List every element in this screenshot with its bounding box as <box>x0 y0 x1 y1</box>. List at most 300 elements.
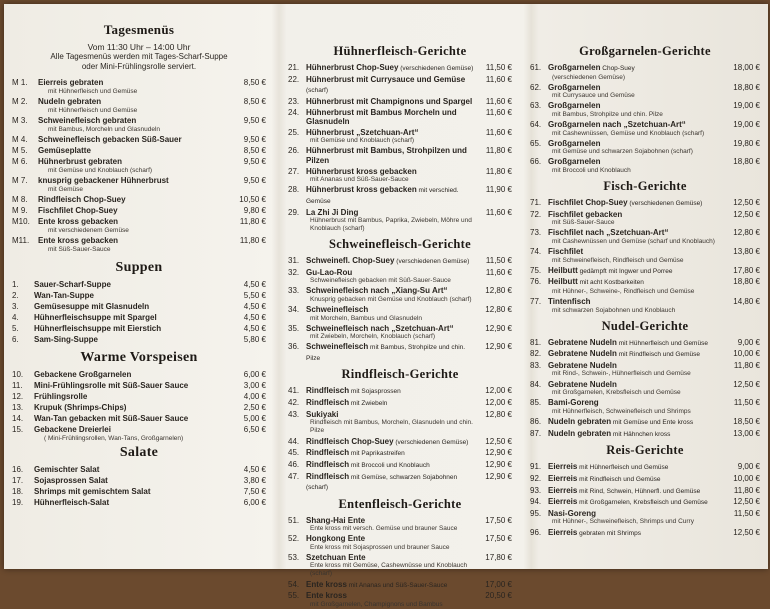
item-description: Ente kross mit Sojasprossen und brauner Sauce <box>310 543 450 551</box>
item-number: 92. <box>530 473 542 483</box>
item-extra: mit Hühnerfleisch und Gemüse <box>577 464 669 472</box>
item-body <box>306 553 478 579</box>
item-number: 41. <box>288 386 300 396</box>
item-number: 47. <box>288 471 300 481</box>
item-description: mit Süß-Sauer-Sauce <box>48 245 111 253</box>
menu-item <box>530 398 760 416</box>
item-body <box>38 135 226 145</box>
item-name: Gemüsesuppe mit Glasnudeln <box>34 301 150 311</box>
menu-item <box>288 437 512 448</box>
item-name: Sauer-Scharf-Suppe <box>34 279 111 289</box>
item-name: Eierreis <box>548 527 578 537</box>
menu-item <box>12 313 266 323</box>
item-price: 6,00 € <box>243 370 266 379</box>
item-name: Rindfleisch <box>306 459 350 469</box>
item-description: ( Mini-Frühlingsrollen, Wan-Tans, Großgarnelen) <box>44 434 184 442</box>
item-name: Nasi-Goreng <box>548 508 597 518</box>
menu-item <box>12 135 266 145</box>
item-number: 44. <box>288 436 300 446</box>
item-body <box>306 437 478 448</box>
item-price: 12,90 € <box>485 342 512 352</box>
item-description: mit verschiedenem Gemüse <box>48 226 129 234</box>
item-number: 81. <box>530 337 542 347</box>
item-price: 8,50 € <box>243 78 266 87</box>
item-price: 11,60 € <box>485 127 512 137</box>
item-description: mit Schweinefleisch, Rindfleisch und Gemüse <box>552 256 684 264</box>
item-body <box>306 97 478 107</box>
menu-item <box>12 476 266 486</box>
section-title-tagesmenus: Tagesmenüs <box>103 22 175 37</box>
item-name: Schweinefleisch <box>306 342 369 352</box>
item-number: 24. <box>288 107 300 117</box>
menu-item <box>530 63 760 82</box>
menu-item <box>12 487 266 497</box>
item-price: 12,50 € <box>733 527 760 537</box>
menu-item <box>288 75 512 96</box>
item-number: 43. <box>288 409 300 419</box>
item-price: 18,80 € <box>733 277 760 287</box>
item-extra: mit Hühnerfleisch und Gemüse <box>616 339 708 347</box>
item-price: 11,80 € <box>485 146 512 156</box>
item-description: mit Großgarnelen, Champignons und Bambus <box>310 600 443 608</box>
item-price: 8,50 € <box>243 146 266 155</box>
item-extra: mit Hähnchen kross <box>611 430 671 438</box>
menu-item <box>530 210 760 228</box>
item-extra: (verschiedenen Gemüse) <box>394 258 470 265</box>
menu-item <box>288 410 512 436</box>
item-description: Ente kross mit Gemüse, Cashewnüsse und Knoblauch (scharf) <box>310 562 468 578</box>
item-name: Schweinefleisch nach „Szetchuan-Art“ <box>306 323 454 333</box>
item-name: Sojasprossen Salat <box>34 475 108 485</box>
item-price: 9,50 € <box>243 176 266 185</box>
item-name: Mini-Frühlingsrolle mit Süß-Sauer Sauce <box>34 381 189 390</box>
item-description: mit Hühnerfleisch und Gemüse <box>48 106 138 114</box>
menu-item <box>288 516 512 534</box>
menu-sheet <box>4 4 768 608</box>
item-name: Hühnerbrust kross gebacken <box>306 166 417 176</box>
item-body <box>34 291 232 301</box>
item-extra: mit Paprikastreifen <box>349 450 405 458</box>
item-price: 9,80 € <box>243 206 266 215</box>
item-price: 11,60 € <box>485 267 512 277</box>
item-number: 72. <box>530 209 542 219</box>
item-description: mit Hühner-, Schweine-, Rindfleisch und Gemüse <box>552 287 695 295</box>
item-name: Shang-Hai Ente <box>306 515 366 525</box>
item-number: 65. <box>530 138 542 148</box>
item-name: Hühnerbrust mit Champignons und Spargel <box>306 96 473 106</box>
item-extra: mit Bambus, Strohpilze und chin. Pilze <box>306 344 466 362</box>
item-name: Rindfleisch Chop-Suey <box>306 436 394 446</box>
item-number: 12. <box>12 392 24 401</box>
menu-item <box>12 335 266 345</box>
menu-item <box>288 256 512 267</box>
item-body <box>306 256 478 267</box>
item-number: M11. <box>12 236 30 245</box>
item-name: Sukiyaki <box>306 409 339 419</box>
item-extra: (verschiedenen Gemüse) <box>627 199 703 207</box>
menu-item <box>12 291 266 301</box>
item-number: M10. <box>12 217 30 226</box>
item-name: Heilbutt <box>548 265 578 275</box>
item-name: Großgarnelen <box>548 63 601 72</box>
item-price: 6,00 € <box>243 497 266 507</box>
menu-item <box>530 266 760 277</box>
item-number: M 5. <box>12 146 28 155</box>
item-name: Hühnerbrust kross gebacken <box>306 185 417 195</box>
item-price: 11,60 € <box>485 96 512 106</box>
item-body <box>34 302 232 312</box>
item-body <box>38 157 226 175</box>
item-body <box>548 198 726 209</box>
item-number: 23. <box>288 96 300 106</box>
item-price: 6,50 € <box>243 425 266 434</box>
item-name: Heilbutt <box>548 277 578 287</box>
menu-item <box>288 128 512 146</box>
item-number: M 4. <box>12 135 28 144</box>
item-price: 12,80 € <box>733 228 760 238</box>
item-name: Tintenfisch <box>548 297 591 307</box>
item-description: mit Zwiebeln, Morcheln, Knoblauch (scharf) <box>310 333 435 341</box>
item-name: Großgarnelen <box>548 101 601 111</box>
item-number: 35. <box>288 323 300 333</box>
item-body <box>548 63 726 82</box>
section-title-schwein: Schweinefleisch-Gerichte <box>329 237 471 251</box>
item-body <box>306 534 478 552</box>
item-number: 14. <box>12 414 24 423</box>
item-price: 18,80 € <box>733 157 760 167</box>
item-body <box>548 101 726 119</box>
item-number: 62. <box>530 82 542 92</box>
item-name: Fischfilet <box>548 247 584 256</box>
item-number: 27. <box>288 166 300 176</box>
item-name: Wan-Tan-Suppe <box>34 290 94 300</box>
item-name: Rindfleisch <box>306 448 350 458</box>
menu-item <box>12 195 266 205</box>
item-description: mit Hühnerfleisch und Gemüse <box>48 87 138 95</box>
item-price: 12,50 € <box>733 197 760 207</box>
item-number: M 3. <box>12 116 28 125</box>
menu-item <box>530 157 760 175</box>
item-number: 83. <box>530 360 542 370</box>
item-body <box>38 97 226 115</box>
item-body <box>306 448 478 459</box>
menu-item <box>288 108 512 127</box>
menu-item <box>288 448 512 459</box>
item-number: M 6. <box>12 157 28 166</box>
item-extra: Chop-Suey <box>600 65 635 72</box>
tagesmenu-note: oder Mini-Frühlingsrolle serviert. <box>81 62 197 71</box>
item-name: Bami-Goreng <box>548 398 599 408</box>
item-extra: mit Rind, Schwein, Hühnerfl. und Gemüse <box>577 487 701 495</box>
item-body <box>306 128 478 146</box>
item-description: mit Gemüse und schwarzen Sojabohnen (scharf) <box>552 148 693 156</box>
item-description: mit Gemüse und Knoblauch (scharf) <box>310 137 415 145</box>
item-price: 5,50 € <box>243 290 266 300</box>
item-body <box>38 176 226 194</box>
item-price: 12,90 € <box>485 448 512 458</box>
menu-item <box>530 429 760 440</box>
menu-item <box>12 97 266 115</box>
item-price: 9,00 € <box>737 337 760 347</box>
menu-item <box>530 349 760 360</box>
item-name: Gemischter Salat <box>34 464 100 474</box>
item-name: Eierreis <box>548 497 578 507</box>
item-description: (verschiedenen Gemüse) <box>552 73 625 81</box>
item-number: 4. <box>12 312 19 322</box>
item-body <box>306 146 478 165</box>
item-body <box>548 277 726 296</box>
menu-item <box>288 305 512 323</box>
menu-item <box>12 217 266 235</box>
item-body <box>38 195 226 205</box>
nudel-list <box>530 338 760 440</box>
item-price: 17,50 € <box>485 515 512 525</box>
item-number: 18. <box>12 486 24 496</box>
menu-item <box>12 324 266 334</box>
item-number: 82. <box>530 349 542 359</box>
item-price: 4,50 € <box>243 301 266 311</box>
item-extra: mit Gemüse, schwarzen Sojabohnen (scharf) <box>306 473 458 492</box>
item-body <box>548 349 726 360</box>
item-name: Frühlingsrolle <box>34 392 88 401</box>
item-body <box>306 410 478 436</box>
item-price: 4,50 € <box>243 323 266 333</box>
section-title-ente: Entenfleisch-Gerichte <box>338 496 462 511</box>
item-name: Ente kross <box>306 591 347 601</box>
item-body <box>306 460 478 471</box>
tagesmenu-list <box>12 78 266 254</box>
item-number: 1. <box>12 279 19 289</box>
item-extra: mit Gemüse und Ente kross <box>611 419 694 426</box>
menu-item <box>12 176 266 194</box>
item-name: Großgarnelen <box>548 157 601 167</box>
item-description: mit Morcheln, Bambus und Glasnudeln <box>310 314 423 322</box>
menu-item <box>12 425 266 443</box>
item-number: 2. <box>12 290 19 300</box>
item-body <box>306 167 478 185</box>
menu-item <box>12 206 266 216</box>
menu-item <box>530 228 760 246</box>
item-body <box>548 462 726 473</box>
item-number: 85. <box>530 398 542 408</box>
item-body <box>38 217 226 235</box>
item-body <box>548 398 726 416</box>
item-price: 12,50 € <box>485 436 512 446</box>
item-price: 12,80 € <box>485 286 512 296</box>
item-name: Gu-Lao-Rou <box>306 267 353 277</box>
item-number: M 1. <box>12 78 28 87</box>
menu-item <box>12 465 266 475</box>
item-number: 52. <box>288 534 300 544</box>
item-name: Eierreis <box>548 473 578 483</box>
item-number: 96. <box>530 527 542 537</box>
item-body <box>38 206 226 216</box>
item-price: 12,50 € <box>733 209 760 219</box>
item-number: 31. <box>288 256 300 265</box>
item-number: 71. <box>530 197 542 207</box>
item-description: mit Hühner-, Schweinefleisch, Shrimps und Curry <box>552 518 694 526</box>
item-number: 10. <box>12 370 24 379</box>
item-number: 84. <box>530 379 542 389</box>
item-name: Hühnerbrust mit Bambus Morcheln und Glasnudeln <box>306 107 457 127</box>
item-price: 9,50 € <box>243 135 266 144</box>
item-price: 11,60 € <box>485 74 512 84</box>
item-body <box>306 342 478 363</box>
item-number: 17. <box>12 475 24 485</box>
item-body <box>306 472 478 493</box>
menu-item <box>530 101 760 119</box>
item-body <box>34 476 232 486</box>
item-name: Nudeln gebraten <box>548 428 612 438</box>
item-price: 11,50 € <box>485 256 512 265</box>
item-name: Nudeln gebraten <box>548 417 612 426</box>
item-price: 11,60 € <box>485 107 512 117</box>
item-number: 6. <box>12 334 19 344</box>
item-number: 94. <box>530 497 542 507</box>
menu-item <box>530 297 760 315</box>
item-number: 33. <box>288 286 300 296</box>
item-body <box>306 75 478 96</box>
item-body <box>34 335 232 345</box>
item-number: 5. <box>12 323 19 333</box>
menu-item <box>288 591 512 609</box>
item-price: 8,50 € <box>243 97 266 106</box>
item-name: Eierreis <box>548 462 578 472</box>
item-extra: mit Rindfleisch und Gemüse <box>577 475 661 483</box>
item-price: 19,80 € <box>733 138 760 148</box>
item-number: M 9. <box>12 206 28 215</box>
menu-item <box>530 486 760 497</box>
menu-item <box>530 83 760 101</box>
item-extra: (verschiedenen Gemüse) <box>393 438 469 446</box>
item-name: Großgarnelen nach „Szetchuan-Art“ <box>548 120 686 130</box>
menu-item <box>288 342 512 363</box>
item-number: 76. <box>530 277 542 287</box>
item-number: 28. <box>288 185 300 195</box>
item-name: Schweinefleisch <box>306 305 369 315</box>
item-name: Fischfilet gebacken <box>548 209 623 219</box>
item-name: Krupuk (Shrimps-Chips) <box>34 403 127 412</box>
fisch-list <box>530 198 760 315</box>
item-price: 13,80 € <box>733 247 760 256</box>
section-title-suppen: Suppen <box>115 259 163 275</box>
item-price: 11,90 € <box>485 185 512 195</box>
item-name: Wan-Tan gebacken mit Süß-Sauer Sauce <box>34 414 189 423</box>
tagesmenu-note: Alle Tagesmenüs werden mit Tages-Scharf-Suppe <box>50 52 228 61</box>
item-price: 12,50 € <box>733 379 760 389</box>
item-body <box>306 108 478 127</box>
item-body <box>306 591 478 609</box>
item-body <box>548 228 726 246</box>
menu-item <box>288 398 512 409</box>
menu-item <box>530 361 760 379</box>
item-name: La Zhi Ji Ding <box>306 207 359 217</box>
item-price: 10,00 € <box>733 349 760 359</box>
rind-list <box>288 386 512 492</box>
section-title-garnelen: Großgarnelen-Gerichte <box>579 44 711 58</box>
menu-item <box>288 580 512 591</box>
item-name: Szetchuan Ente <box>306 552 366 562</box>
item-body <box>38 116 226 134</box>
item-name: Gebratene Nudeln <box>548 379 617 389</box>
menu-item <box>12 236 266 254</box>
item-body <box>34 370 232 380</box>
item-body <box>548 497 726 508</box>
item-body <box>306 268 478 286</box>
item-extra: mit Großgarnelen, Krebsfleisch und Gemüse <box>577 499 708 507</box>
menu-item <box>530 462 760 473</box>
item-body <box>548 474 726 485</box>
garnelen-list <box>530 63 760 175</box>
item-price: 19,00 € <box>733 120 760 130</box>
section-title-huehner: Hühnerfleisch-Gerichte <box>333 44 467 58</box>
item-name: Hongkong Ente <box>306 534 366 544</box>
item-number: 61. <box>530 63 542 72</box>
item-extra: mit Rindfleisch und Gemüse <box>616 351 700 359</box>
item-description: Schweinefleisch gebacken mit Süß-Sauer-Sauce <box>310 277 451 285</box>
item-name: Schweinefleisch nach „Xiang-Su Art“ <box>306 286 448 296</box>
item-number: 64. <box>530 120 542 130</box>
item-body <box>548 528 726 539</box>
item-name: knusprig gebackener Hühnerbrust <box>38 176 169 185</box>
item-price: 18,00 € <box>733 63 760 72</box>
item-number: 11. <box>12 381 23 390</box>
item-name: Shrimps mit gemischtem Salat <box>34 486 151 496</box>
item-price: 11,80 € <box>733 360 760 370</box>
menu-column-right <box>524 4 768 569</box>
item-name: Hühnerbrust gebraten <box>38 157 123 166</box>
item-number: 77. <box>530 297 542 307</box>
item-name: Hühnerfleischsuppe mit Spargel <box>34 312 157 322</box>
item-extra: mit Sojasprossen <box>349 388 401 396</box>
menu-item <box>530 277 760 296</box>
item-body <box>548 338 726 349</box>
item-name: Ente kross gebacken <box>38 236 119 245</box>
item-number: 34. <box>288 305 300 315</box>
menu-item <box>530 338 760 349</box>
item-price: 12,50 € <box>733 497 760 507</box>
menu-item <box>12 403 266 413</box>
menu-item <box>530 380 760 398</box>
item-description: Rindfleisch mit Bambus, Morcheln, Glasnudeln und chin. Pilze <box>310 419 473 435</box>
item-number: 36. <box>288 342 300 352</box>
item-price: 11,80 € <box>239 236 266 245</box>
item-number: 32. <box>288 267 300 277</box>
item-description: Knusprig gebacken mit Gemüse und Knoblauch (scharf) <box>310 295 472 303</box>
item-name: Rindfleisch <box>306 398 350 408</box>
item-number: 3. <box>12 301 19 311</box>
item-body <box>548 120 726 138</box>
item-name: Rindfleisch Chop-Suey <box>38 195 126 204</box>
item-number: 55. <box>288 591 300 601</box>
item-body <box>306 63 478 74</box>
item-name: Fischfilet nach „Szetchuan-Art“ <box>548 228 669 238</box>
item-price: 11,80 € <box>733 485 760 495</box>
item-number: 86. <box>530 417 542 426</box>
item-name: Großgarnelen <box>548 138 601 148</box>
item-extra: gedämpft mit Ingwer und Porree <box>577 267 673 275</box>
item-price: 4,50 € <box>243 312 266 322</box>
menu-item <box>288 268 512 286</box>
item-body <box>34 324 232 334</box>
item-price: 12,90 € <box>485 323 512 333</box>
vorspeisen-list <box>12 370 266 443</box>
item-body <box>306 324 478 342</box>
menu-item <box>288 286 512 304</box>
section-title-fisch: Fisch-Gerichte <box>603 178 687 193</box>
menu-item <box>288 63 512 74</box>
item-price: 4,50 € <box>243 279 266 289</box>
